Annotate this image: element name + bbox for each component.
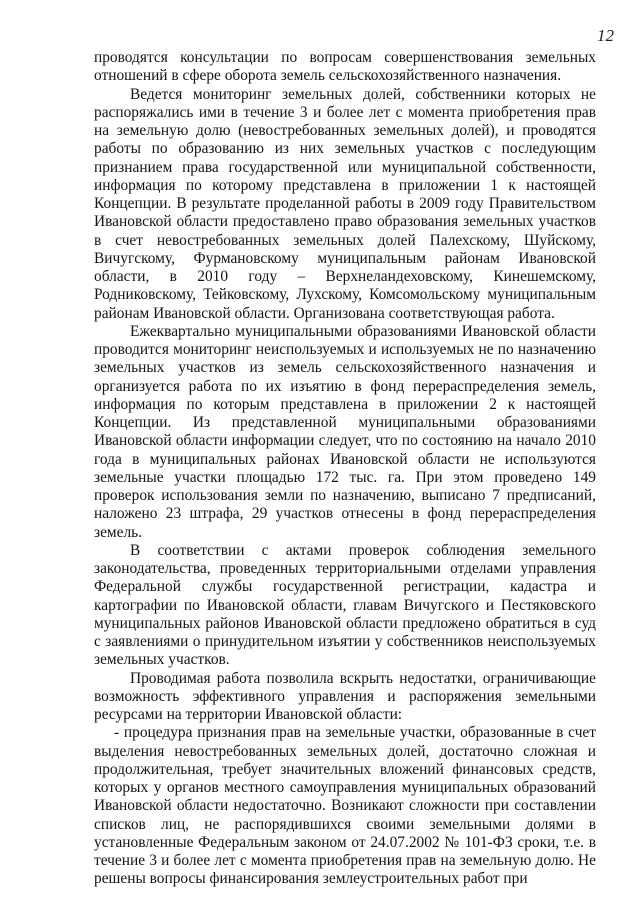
paragraph-quarterly-monitoring: Ежеквартально муниципальными образованиями Ивановской области проводится мониторинг неиспользуемых и используемых не по назначению земельных участков из земель сельскохозяйственного назначения и организуется работа по их изъятию в фонд перераспределения земель, информация по которым представлена в приложении 2 к настоящей Концепции. Из представленной муниципальными образованиями Ивановской области информации следует, что по состоянию на начало 2010 года в муниципальных районах Ивановской области не используются земельные участки площадью 172 тыс. га. При этом проведено 149 проверок использования земли по назначению, выписано 7 предписаний, наложено 23 штрафа, 29 участков отнесены в фонд перераспределения земель. (94, 322, 596, 541)
document-body (94, 49, 596, 889)
paragraph-inspection-acts: В соответствии с актами проверок соблюдения земельного законодательства, проведенных территориальными отделами управления Федеральной службы государственной регистрации, кадастра и картографии по Ивановской области, главам Вичугского и Пестяковского муниципальных районов Ивановской области предложено обратиться в суд с заявлениями о принудительном изъятии у собственников неиспользуемых земельных участков. (94, 541, 596, 669)
list-item-rights-recognition: - процедура признания прав на земельные участки, образованные в счет выделения невостребованных земельных долей, достаточно сложная и продолжительная, требует значительных вложений финансовых средств, которых у органов местного самоуправления муниципальных образований Ивановской области недостаточно. Возникают сложности при составлении списков лиц, не распорядившихся своими земельными долями в установленные Федеральным законом от 24.07.2002 № 101-ФЗ сроки, т.е. в течение 3 и более лет с момента приобретения прав на земельную долю. Не решены вопросы финансирования землеустроительных работ при (94, 724, 596, 888)
paragraph-consultations: проводятся консультации по вопросам совершенствования земельных отношений в сфере оборота земель сельскохозяйственного назначения. (94, 49, 596, 85)
paragraph-land-share-monitoring: Ведется мониторинг земельных долей, собственники которых не распоряжались ими в течение 3 и более лет с момента приобретения прав на земельную долю (невостребованных земельных долей), и проводятся работы по образованию из них земельных участков с последующим признанием права государственной или муниципальной собственности, информация по которому представлена в приложении 1 к настоящей Концепции. В результате проделанной работы в 2009 году Правительством Ивановской области предоставлено право образования земельных участков в счет невостребованных земельных долей Палехскому, Шуйскому, Вичугскому, Фурмановскому муниципальным районам Ивановской области, в 2010 году – Верхнеландеховскому, Кинешемскому, Родниковскому, Тейковскому, Лухскому, Комсомольскому муниципальным районам Ивановской области. Организована соответствующая работа. (94, 85, 596, 322)
page-number: 12 (597, 26, 614, 45)
paragraph-shortcomings-intro: Проводимая работа позволила вскрыть недостатки, ограничивающие возможность эффективного управления и распоряжения земельными ресурсами на территории Ивановской области: (94, 669, 596, 723)
